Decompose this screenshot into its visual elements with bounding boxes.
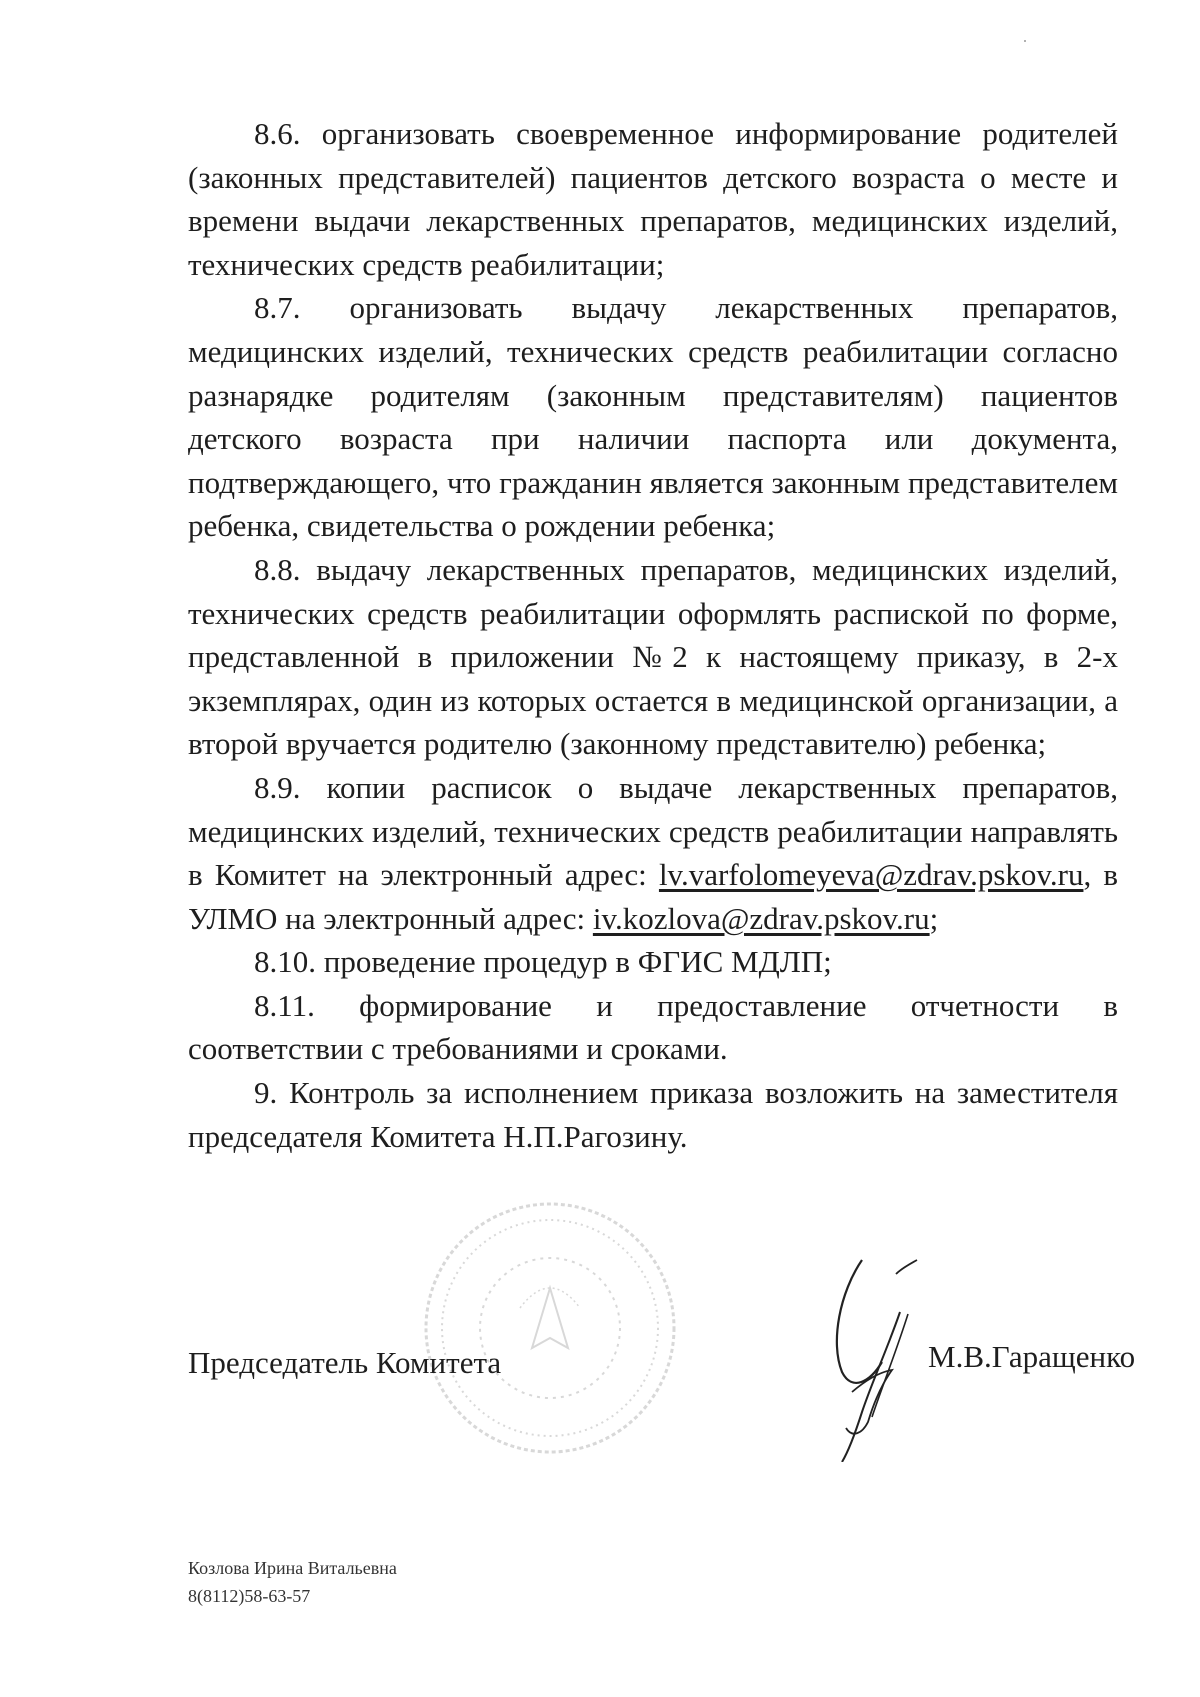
item-text: ;	[929, 900, 939, 936]
item-number: 8.10.	[254, 944, 316, 980]
order-paragraphs	[188, 112, 1118, 1158]
item-text: , в УЛМО на электронный адрес:	[188, 857, 1118, 936]
email-link[interactable]: lv.varfolomeyeva@zdrav.pskov.ru	[658, 857, 1084, 893]
item-number: 8.6.	[254, 116, 301, 151]
executor-name: Козлова Ирина Витальевна	[188, 1558, 397, 1578]
item-text: организовать своевременное информирование родителей (законных представителей) пациентов детского возраста о месте и времени выдачи лекарственных препаратов, медицинских изделий, технических средств реабилитации;	[188, 116, 1119, 282]
item-text: проведение процедур в ФГИС МДЛП;	[323, 944, 832, 980]
scan-speck	[1024, 40, 1026, 42]
item-number: 8.8.	[254, 551, 301, 587]
item-text: Контроль за исполнением приказа возложить на заместителя председателя Комитета Н.П.Рагозину.	[188, 1075, 1118, 1154]
order-item	[188, 940, 1118, 984]
order-item	[188, 548, 1118, 766]
item-number: 8.11.	[254, 987, 315, 1023]
order-item	[188, 766, 1118, 940]
executor-phone: 8(8112)58-63-57	[188, 1586, 311, 1606]
order-item	[188, 1071, 1118, 1158]
email-link[interactable]: iv.kozlova@zdrav.pskov.ru	[592, 900, 930, 936]
item-text: организовать выдачу лекарственных препаратов, медицинских изделий, технических средств реабилитации согласно разнарядке родителям (законным представителям) пациентов детского возраста при наличии паспорта или документа, подтверждающего, что гражданин является законным представителем ребенка, свидетельства о рождении ребенка;	[188, 290, 1119, 544]
handwritten-signature	[822, 1252, 932, 1462]
signatory-position: Председатель Комитета	[188, 1345, 502, 1380]
order-item	[188, 112, 1118, 286]
order-item	[188, 984, 1118, 1071]
item-number: 8.9.	[254, 769, 301, 805]
signatory-name: М.В.Гаращенко	[928, 1339, 1136, 1374]
item-number: 8.7.	[254, 290, 301, 326]
item-text: копии расписок о выдаче лекарственных препаратов, медицинских изделий, технических средств реабилитации направлять в Комитет на электронный адрес:	[188, 769, 1119, 893]
executor-block	[188, 1554, 397, 1610]
item-text: формирование и предоставление отчетности в соответствии с требованиями и сроками.	[188, 987, 1118, 1067]
item-text: выдачу лекарственных препаратов, медицинских изделий, технических средств реабилитации оформлять распиской по форме, представленной в приложении №2 к настоящему приказу, в 2-х экземплярах, один из которых остается в медицинской организации, а второй вручается родителю (законному представителю) ребенка;	[188, 551, 1119, 762]
item-number: 9.	[254, 1075, 278, 1111]
order-item	[188, 286, 1118, 548]
official-seal-stamp	[420, 1198, 680, 1458]
